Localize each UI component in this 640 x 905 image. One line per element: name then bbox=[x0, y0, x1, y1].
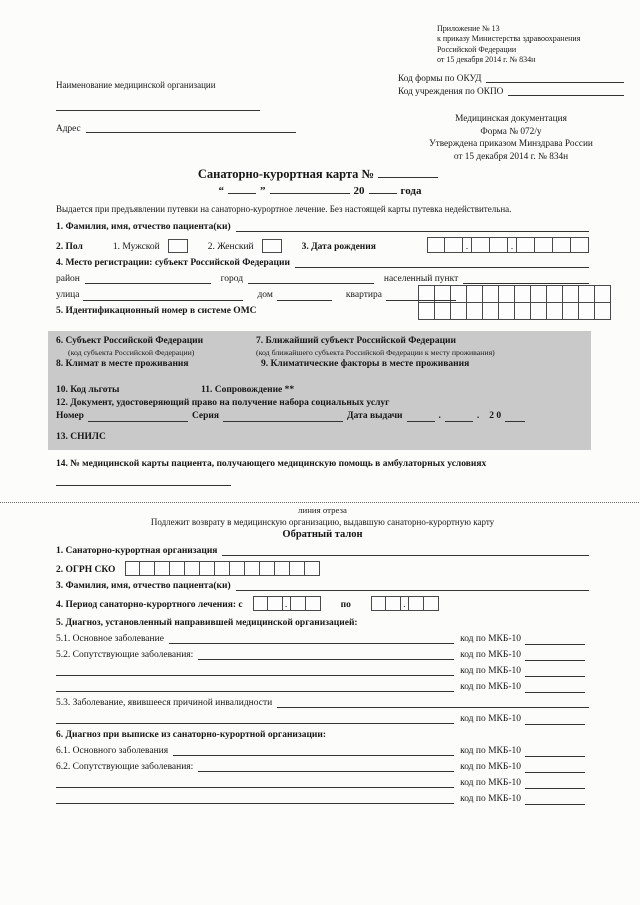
coupon-field-2-row bbox=[56, 561, 589, 576]
doc-block-line: Медицинская документация bbox=[455, 114, 567, 124]
mkb-code-blank bbox=[525, 674, 585, 677]
nearest-subject-rf-label: 7. Ближайший субъект Российской Федерации bbox=[256, 336, 457, 346]
mkb-code-blank bbox=[525, 658, 585, 661]
field-8-9-row bbox=[56, 359, 587, 370]
digit-cell bbox=[490, 237, 508, 253]
diagnosis-6-2-extra-row bbox=[56, 777, 589, 789]
field-4-district-row bbox=[56, 273, 589, 285]
outpatient-card-number-label: 14. № медицинской карты пациента, получающего медицинскую помощь в амбулаторных условиях bbox=[56, 458, 487, 469]
digit-cell bbox=[553, 237, 571, 253]
field-14-row bbox=[56, 458, 589, 470]
male-label: 1. Мужской bbox=[112, 241, 160, 252]
coupon-field-6-row bbox=[56, 729, 589, 741]
quote-close: ” bbox=[260, 185, 266, 197]
disability-disease-blank bbox=[56, 721, 454, 724]
digit-cell bbox=[170, 561, 185, 576]
diagnosis-5-2-row bbox=[56, 649, 589, 661]
digit-cell bbox=[140, 561, 155, 576]
house-label: дом bbox=[257, 289, 273, 300]
date-separator-cell: . bbox=[401, 596, 409, 611]
settlement-label: населенный пункт bbox=[383, 273, 459, 284]
field-10-11-row bbox=[56, 385, 587, 396]
apartment-blank bbox=[386, 298, 456, 301]
form-title-text: Санаторно-курортная карта № bbox=[197, 167, 375, 181]
birth-date-label: 3. Дата рождения bbox=[301, 241, 376, 252]
apartment-label: квартира bbox=[345, 289, 382, 300]
year-prefix: 20 bbox=[353, 185, 365, 197]
mkb-label: код по МКБ-10 bbox=[460, 649, 521, 660]
issue-note: Выдается при предъявлении путевки на санаторно-курортное лечение. Без настоящей карты путевка недействительна. bbox=[56, 204, 512, 214]
sanatorium-org-blank bbox=[222, 553, 589, 556]
doc-classification-block bbox=[398, 113, 624, 163]
mkb-code-blank bbox=[525, 642, 585, 645]
coupon-field-1-row bbox=[56, 545, 589, 557]
field-4-row bbox=[56, 257, 589, 269]
field-2-3-row bbox=[56, 237, 589, 253]
accompaniment-label: 11. Сопровождение ** bbox=[201, 385, 295, 396]
field-14-blank-row bbox=[56, 474, 589, 486]
form-date-row bbox=[0, 185, 640, 197]
appendix-line: Российской Федерации bbox=[437, 44, 517, 54]
digit-cell bbox=[595, 303, 611, 320]
city-blank bbox=[248, 281, 374, 284]
discharge-concomitant-blank bbox=[56, 785, 454, 788]
patient-name-label: 1. Фамилия, имя, отчество пациента(ки) bbox=[56, 221, 231, 232]
sanatorium-org-label: 1. Санаторно-курортная организация bbox=[56, 545, 218, 556]
referral-diagnosis-label: 5. Диагноз, установленный направившей медицинской организацией: bbox=[56, 617, 358, 628]
outpatient-card-number-blank bbox=[56, 483, 231, 486]
digit-cell bbox=[275, 561, 290, 576]
date-separator-cell: . bbox=[283, 596, 291, 611]
mkb-code-blank bbox=[525, 722, 585, 725]
okud-code-row bbox=[398, 74, 624, 84]
subject-rf-label: 6. Субъект Российской Федерации bbox=[56, 336, 204, 346]
ogrn-label: 2. ОГРН СКО bbox=[56, 564, 116, 575]
period-to-label: по bbox=[340, 599, 351, 610]
female-checkbox bbox=[262, 239, 282, 253]
district-label: район bbox=[56, 273, 80, 284]
digit-cell bbox=[409, 596, 424, 611]
treatment-period-label: 4. Период санаторно-курортного лечения: с bbox=[56, 599, 243, 610]
main-disease-blank bbox=[169, 641, 454, 644]
field-4-street-row bbox=[56, 289, 589, 301]
okud-blank-line bbox=[486, 80, 624, 83]
okud-label: Код формы по ОКУД bbox=[398, 74, 482, 84]
coupon-patient-name-blank bbox=[236, 588, 589, 591]
digit-cell bbox=[230, 561, 245, 576]
mkb-label: код по МКБ-10 bbox=[460, 761, 521, 772]
diagnosis-6-2-row bbox=[56, 761, 589, 773]
mkb-code-blank bbox=[525, 786, 585, 789]
digit-cell bbox=[386, 596, 401, 611]
mkb-code-blank bbox=[525, 770, 585, 773]
mkb-label: код по МКБ-10 bbox=[460, 793, 521, 804]
ogrn-field bbox=[125, 561, 320, 576]
digit-cell bbox=[535, 237, 553, 253]
benefit-code-label: 10. Код льготы bbox=[56, 385, 120, 396]
settlement-blank bbox=[463, 281, 589, 284]
diagnosis-6-2-extra-row bbox=[56, 793, 589, 805]
oms-number-label: 5. Идентификационный номер в системе ОМС bbox=[56, 305, 257, 316]
main-disease-label: 5.1. Основное заболевание bbox=[56, 633, 164, 644]
appendix-line: Приложение № 13 bbox=[437, 24, 500, 33]
date-dot: . bbox=[476, 410, 480, 421]
mkb-code-blank bbox=[525, 754, 585, 757]
okpo-code-row bbox=[398, 87, 624, 97]
appendix-reference bbox=[437, 24, 580, 66]
sex-label: 2. Пол bbox=[56, 241, 83, 252]
diagnosis-5-2-extra-row bbox=[56, 665, 589, 677]
field-6-7-sublabels bbox=[56, 348, 587, 357]
field-13-row bbox=[56, 432, 587, 443]
discharge-diagnosis-label: 6. Диагноз при выписке из санаторно-курортной организации: bbox=[56, 729, 327, 740]
digit-cell bbox=[155, 561, 170, 576]
org-name-blank-line bbox=[56, 110, 260, 111]
issue-year-blank bbox=[505, 419, 525, 422]
quote-open: “ bbox=[218, 185, 225, 197]
snils-label: 13. СНИЛС bbox=[56, 431, 106, 442]
male-checkbox bbox=[168, 239, 188, 253]
mkb-label: код по МКБ-10 bbox=[460, 665, 521, 676]
diagnosis-5-2-extra-row bbox=[56, 681, 589, 693]
digit-cell bbox=[245, 561, 260, 576]
field-12-detail-row bbox=[56, 410, 587, 422]
digit-cell bbox=[125, 561, 140, 576]
doc-issue-date-label: Дата выдачи bbox=[347, 410, 403, 421]
doc-series-label: Серия bbox=[191, 410, 220, 421]
gray-block-spacer bbox=[56, 371, 587, 385]
main-fields bbox=[56, 221, 589, 809]
concomitant-blank bbox=[56, 689, 454, 692]
date-dot: . bbox=[438, 410, 441, 421]
digit-cell bbox=[268, 596, 283, 611]
discharge-main-disease-label: 6.1. Основного заболевания bbox=[56, 745, 169, 756]
digit-cell bbox=[595, 286, 611, 303]
mkb-label: код по МКБ-10 bbox=[460, 633, 521, 644]
field-6-7-row bbox=[56, 336, 587, 347]
nearest-subject-rf-code-note: (код ближайшего субъекта Российской Федерации к месту проживания) bbox=[256, 348, 495, 358]
registration-label: 4. Место регистрации: субъект Российской Федерации bbox=[56, 257, 290, 268]
diagnosis-5-3-code-row bbox=[56, 713, 589, 725]
cut-line-label: линия отреза bbox=[298, 505, 347, 516]
concomitant-diseases-label: 5.2. Сопутствующие заболевания: bbox=[56, 649, 194, 660]
digit-cell bbox=[290, 561, 305, 576]
appendix-line: от 15 декабря 2014 г. № 834н bbox=[437, 55, 536, 65]
digit-cell bbox=[306, 596, 321, 611]
patient-name-blank bbox=[236, 229, 589, 232]
discharge-concomitant-blank bbox=[198, 769, 454, 772]
birth-date-field bbox=[427, 237, 589, 253]
coupon-field-5-row bbox=[56, 617, 589, 629]
cut-dotted-line bbox=[0, 502, 640, 503]
doc-number-label: Номер bbox=[56, 410, 84, 421]
doc-block-line: от 15 декабря 2014 г. № 834н bbox=[453, 151, 569, 162]
subject-rf-code-note: (код субъекта Российской Федерации) bbox=[68, 348, 195, 358]
discharge-concomitant-label: 6.2. Сопутствующие заболевания: bbox=[56, 761, 194, 772]
field-1-row bbox=[56, 221, 589, 233]
doc-block-line: Утверждена приказом Минздрава России bbox=[429, 139, 593, 150]
city-label: город bbox=[220, 273, 244, 284]
social-services-doc-label: 12. Документ, удостоверяющий право на получение набора социальных услуг bbox=[56, 397, 390, 408]
digit-cell bbox=[305, 561, 320, 576]
gray-block-spacer bbox=[56, 424, 587, 432]
benefits-gray-block bbox=[48, 331, 591, 450]
issue-month-blank bbox=[445, 419, 473, 422]
digit-cell bbox=[517, 237, 535, 253]
year-blank bbox=[369, 191, 397, 194]
digit-cell bbox=[427, 237, 445, 253]
period-to-field bbox=[371, 596, 439, 611]
digit-cell bbox=[253, 596, 268, 611]
digit-cell bbox=[424, 596, 439, 611]
digit-cell bbox=[371, 596, 386, 611]
issue-year-20: 2 0 bbox=[489, 410, 502, 421]
house-blank bbox=[277, 298, 332, 301]
address-label: Адрес bbox=[56, 124, 81, 134]
street-blank bbox=[83, 298, 243, 301]
digit-cell bbox=[571, 237, 589, 253]
okpo-label: Код учреждения по ОКПО bbox=[398, 87, 504, 97]
digit-cell bbox=[472, 237, 490, 253]
digit-cell bbox=[215, 561, 230, 576]
field-5-row bbox=[56, 305, 589, 317]
digit-cell bbox=[185, 561, 200, 576]
field-12-row bbox=[56, 398, 587, 409]
diagnosis-5-1-row bbox=[56, 633, 589, 645]
mkb-code-blank bbox=[525, 802, 585, 805]
month-blank bbox=[270, 191, 350, 194]
mkb-label: код по МКБ-10 bbox=[460, 777, 521, 788]
day-blank bbox=[228, 191, 256, 194]
female-label: 2. Женский bbox=[207, 241, 254, 252]
street-label: улица bbox=[56, 289, 80, 300]
doc-number-blank bbox=[88, 419, 188, 422]
coupon-patient-name-label: 3. Фамилия, имя, отчество пациента(ки) bbox=[56, 580, 231, 591]
digit-cell bbox=[260, 561, 275, 576]
concomitant-blank bbox=[198, 657, 454, 660]
coupon-field-3-row bbox=[56, 580, 589, 592]
digit-cell bbox=[291, 596, 306, 611]
form-title bbox=[0, 167, 640, 182]
coupon-field-4-row bbox=[56, 596, 589, 611]
okpo-blank-line bbox=[508, 93, 624, 96]
card-number-blank bbox=[378, 175, 438, 178]
digit-cell bbox=[445, 237, 463, 253]
climate-factors-label: 9. Климатические факторы в месте проживания bbox=[261, 358, 470, 369]
period-from-field bbox=[253, 596, 321, 611]
discharge-main-blank bbox=[173, 753, 454, 756]
date-separator-cell: . bbox=[508, 237, 517, 253]
issue-day-blank bbox=[407, 419, 435, 422]
appendix-line: к приказу Министерства здравоохранения bbox=[437, 34, 581, 44]
org-name-label: Наименование медицинской организации bbox=[56, 80, 216, 90]
discharge-concomitant-blank bbox=[56, 801, 454, 804]
doc-series-blank bbox=[223, 419, 343, 422]
return-coupon-title: Обратный талон bbox=[282, 528, 363, 540]
diagnosis-6-1-row bbox=[56, 745, 589, 757]
doc-block-line: Форма № 072/у bbox=[480, 126, 542, 137]
return-note: Подлежит возврату в медицинскую организацию, выдавшую санаторно-курортную карту bbox=[150, 516, 495, 527]
registration-blank bbox=[295, 265, 589, 268]
concomitant-blank bbox=[56, 673, 454, 676]
date-separator-cell: . bbox=[463, 237, 472, 253]
year-suffix: года bbox=[400, 185, 422, 197]
district-blank bbox=[85, 281, 211, 284]
address-row bbox=[56, 124, 296, 134]
address-blank-line bbox=[86, 130, 296, 133]
mkb-label: код по МКБ-10 bbox=[460, 745, 521, 756]
disability-disease-label: 5.3. Заболевание, явившееся причиной инвалидности bbox=[56, 697, 273, 708]
mkb-code-blank bbox=[525, 690, 585, 693]
mkb-label: код по МКБ-10 bbox=[460, 713, 521, 724]
diagnosis-5-3-row bbox=[56, 697, 589, 709]
disability-disease-blank bbox=[277, 705, 589, 708]
climate-label: 8. Климат в месте проживания bbox=[56, 358, 189, 369]
digit-cell bbox=[200, 561, 215, 576]
mkb-label: код по МКБ-10 bbox=[460, 681, 521, 692]
